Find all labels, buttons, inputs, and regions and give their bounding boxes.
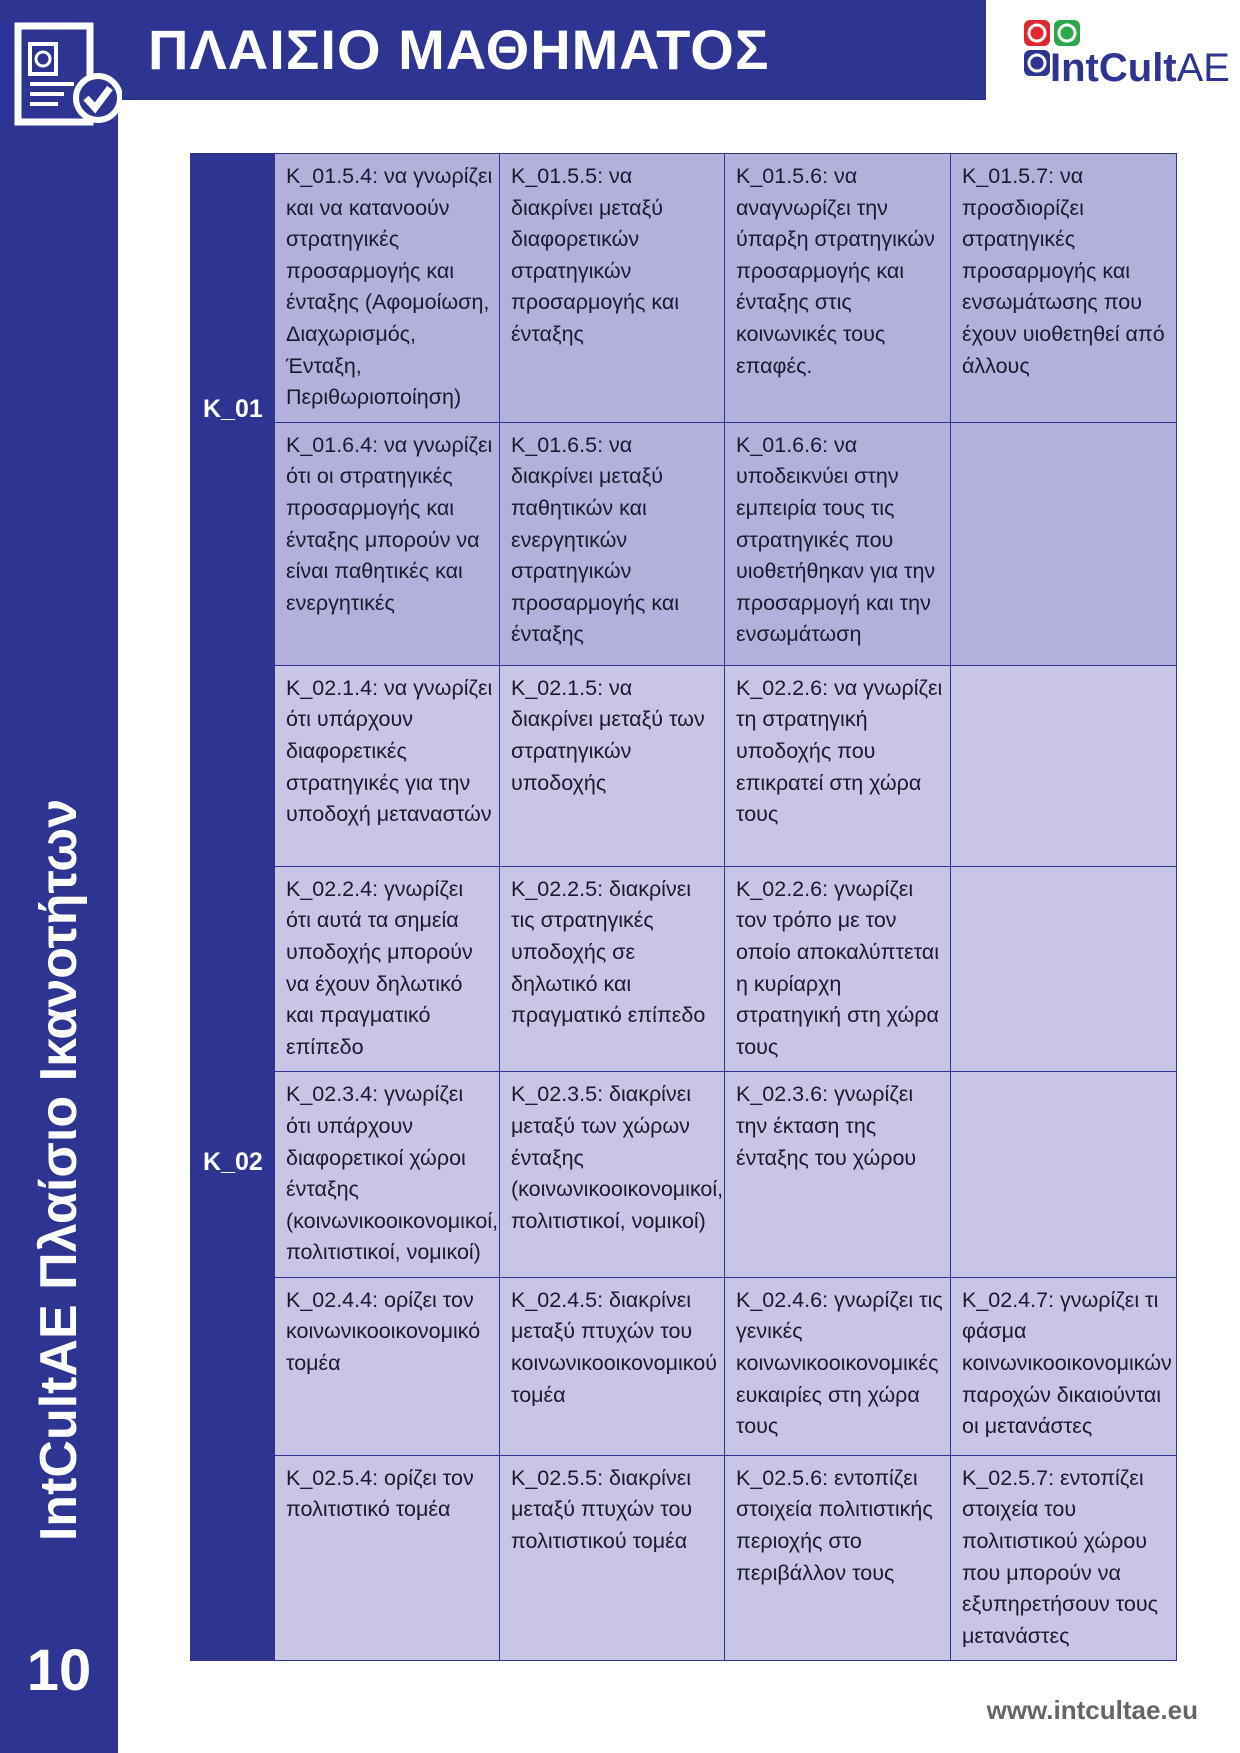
table-cell: K_01.5.5: να διακρίνει μεταξύ διαφορετικών στρατηγικών προσαρμογής και ένταξης bbox=[500, 154, 725, 423]
table-cell: K_02.5.6: εντοπίζει στοιχεία πολιτιστικής περιοχής στο περιβάλλον τους bbox=[725, 1455, 951, 1661]
table-row bbox=[191, 154, 1177, 423]
competence-table bbox=[190, 153, 1177, 1661]
page-number: 10 bbox=[26, 1638, 92, 1703]
table-row bbox=[191, 1277, 1177, 1455]
table-row bbox=[191, 422, 1177, 665]
group-code-k02: K_02 bbox=[191, 665, 275, 1661]
table-cell: K_01.6.6: να υποδεικνύει στην εμπειρία τους τις στρατηγικές που υιοθετήθηκαν για την προσαρμογή και την ενσωμάτωση bbox=[725, 422, 951, 665]
table-row bbox=[191, 665, 1177, 866]
table-cell bbox=[951, 422, 1177, 665]
table-cell: K_01.5.7: να προσδιορίζει στρατηγικές προσαρμογής και ενσωμάτωσης που έχουν υιοθετηθεί από άλλους bbox=[951, 154, 1177, 423]
table-cell: K_02.3.4: γνωρίζει ότι υπάρχουν διαφορετικοί χώροι ένταξης (κοινωνικοοικονομικοί, πολιτιστικοί, νομικοί) bbox=[275, 1072, 500, 1278]
table-cell: K_01.6.4: να γνωρίζει ότι οι στρατηγικές προσαρμογής και ένταξης μπορούν να είναι παθητικές και ενεργητικές bbox=[275, 422, 500, 665]
table-cell: K_02.3.5: διακρίνει μεταξύ των χώρων ένταξης (κοινωνικοοικονομικοί, πολιτιστικοί, νομικοί) bbox=[500, 1072, 725, 1278]
table-cell: K_02.1.4: να γνωρίζει ότι υπάρχουν διαφορετικές στρατηγικές για την υποδοχή μεταναστών bbox=[275, 665, 500, 866]
sidebar-vertical-title: IntCultAE Πλαίσιο Ικανοτήτων bbox=[30, 798, 88, 1542]
table-cell: K_02.5.5: διακρίνει μεταξύ πτυχών του πολιτιστικού τομέα bbox=[500, 1455, 725, 1661]
website-link[interactable]: www.intcultae.eu bbox=[986, 1695, 1198, 1725]
document-check-icon bbox=[14, 22, 122, 134]
table-cell: K_01.6.5: να διακρίνει μεταξύ παθητικών και ενεργητικών στρατηγικών προσαρμογής και ένταξης bbox=[500, 422, 725, 665]
table-cell: K_02.2.6: γνωρίζει τον τρόπο με τον οποίο αποκαλύπτεται η κυρίαρχη στρατηγική στη χώρα τους bbox=[725, 866, 951, 1072]
table-cell bbox=[951, 866, 1177, 1072]
table-cell: K_02.5.7: εντοπίζει στοιχεία του πολιτιστικού χώρου που μπορούν να εξυπηρετήσουν τους μετανάστες bbox=[951, 1455, 1177, 1661]
table-cell bbox=[951, 665, 1177, 866]
table-cell: K_02.4.6: γνωρίζει τις γενικές κοινωνικοοικονομικές ευκαιρίες στη χώρα τους bbox=[725, 1277, 951, 1455]
table-cell: K_01.5.6: να αναγνωρίζει την ύπαρξη στρατηγικών προσαρμογής και ένταξης στις κοινωνικές τους επαφές. bbox=[725, 154, 951, 423]
page-title: ΠΛΑΙΣΙΟ ΜΑΘΗΜΑΤΟΣ bbox=[148, 18, 770, 81]
table-cell: K_02.4.4: ορίζει τον κοινωνικοοικονομικό τομέα bbox=[275, 1277, 500, 1455]
table-cell: K_01.5.4: να γνωρίζει και να κατανοούν στρατηγικές προσαρμογής και ένταξης (Αφομοίωση, Διαχωρισμός, Ένταξη, Περιθωριοποίηση) bbox=[275, 154, 500, 423]
table-cell: K_02.3.6: γνωρίζει την έκταση της ένταξης του χώρου bbox=[725, 1072, 951, 1278]
table-cell: K_02.2.4: γνωρίζει ότι αυτά τα σημεία υποδοχής μπορούν να έχουν δηλωτικό και πραγματικό επίπεδο bbox=[275, 866, 500, 1072]
table-cell: K_02.2.5: διακρίνει τις στρατηγικές υποδοχής σε δηλωτικό και πραγματικό επίπεδο bbox=[500, 866, 725, 1072]
table-cell bbox=[951, 1072, 1177, 1278]
logo-text-light: AE bbox=[1176, 46, 1230, 90]
table-cell: K_02.4.5: διακρίνει μεταξύ πτυχών του κοινωνικοοικονομικού τομέα bbox=[500, 1277, 725, 1455]
table-row bbox=[191, 1455, 1177, 1661]
logo-text-bold: IntCult bbox=[1050, 46, 1177, 90]
table-cell: K_02.1.5: να διακρίνει μεταξύ των στρατηγικών υποδοχής bbox=[500, 665, 725, 866]
group-code-k01: K_01 bbox=[191, 154, 275, 666]
table-cell: K_02.2.6: να γνωρίζει τη στρατηγική υποδοχής που επικρατεί στη χώρα τους bbox=[725, 665, 951, 866]
table-cell: K_02.5.4: ορίζει τον πολιτιστικό τομέα bbox=[275, 1455, 500, 1661]
table-row bbox=[191, 866, 1177, 1072]
intcultae-logo bbox=[1024, 16, 1230, 90]
table-cell: K_02.4.7: γνωρίζει τι φάσμα κοινωνικοοικονομικών παροχών δικαιούνται οι μετανάστες bbox=[951, 1277, 1177, 1455]
table-row bbox=[191, 1072, 1177, 1278]
logo-text bbox=[1050, 46, 1230, 90]
